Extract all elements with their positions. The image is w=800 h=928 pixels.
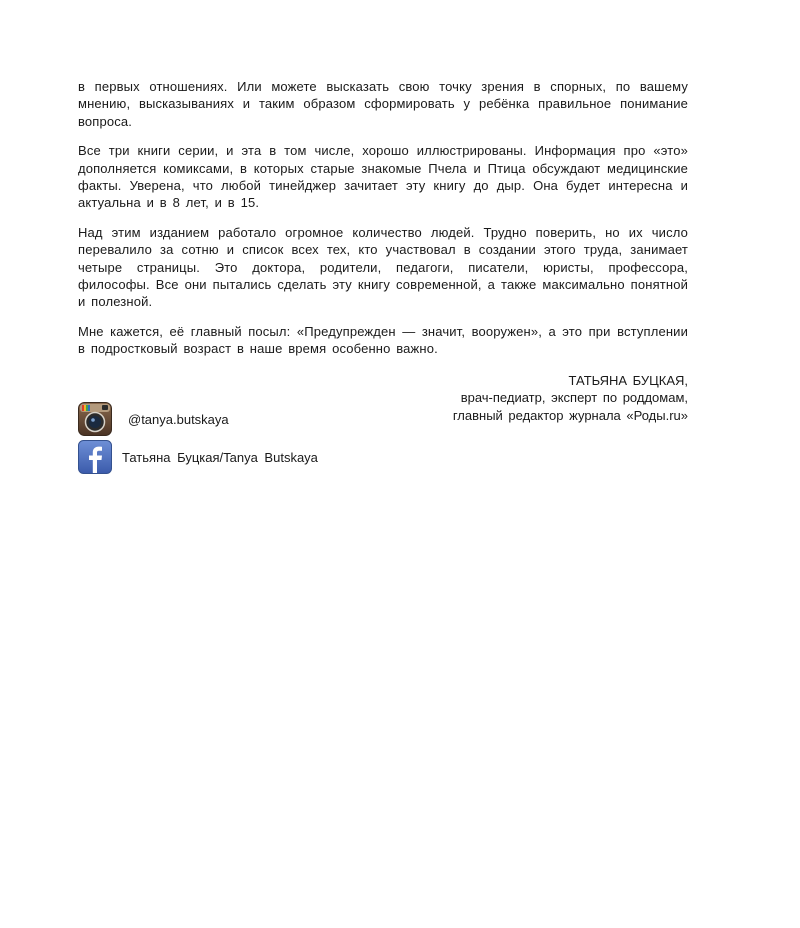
facebook-name[interactable]: Татьяна Буцкая/Tanya Butskaya [122,449,318,465]
article-body [78,78,688,424]
facebook-icon[interactable] [78,440,112,474]
author-position: главный редактор журнала «Роды.ru» [452,407,688,423]
instagram-row[interactable] [78,402,229,436]
instagram-handle[interactable]: @tanya.butskaya [128,411,229,427]
paragraph-2: Все три книги серии, и эта в том числе, хорошо иллюстрированы. Информация про «это» дополняется комиксами, в которых старые знакомые Пчела и Птица обсуждают медицинские факты. Уверена, что любой тинейджер зачитает эту книгу до дыр. Она будет интересна и актуальна и в 8 лет, и в 15. [78,143,688,211]
author-role: врач-педиатр, эксперт по роддомам, [460,390,688,406]
author-name: ТАТЬЯНА БУЦКАЯ, [568,372,688,388]
paragraph-3: Над этим изданием работало огромное количество людей. Трудно поверить, но их число перевалило за сотню и список всех тех, кто участвовал в создании этого труда, занимает четыре страницы. Это доктора, родители, педагоги, писатели, юристы, профессора, философы. Все они пытались сделать эту книгу современной, а также максимально понятной и полезной. [78,224,688,310]
instagram-icon[interactable] [78,402,112,436]
paragraph-4: Мне кажется, её главный посыл: «Предупрежден — значит, вооружен», а это при вступлении в подростковый возраст в наше время особенно важно. [78,323,688,357]
facebook-row[interactable] [78,440,318,474]
paragraph-1: в первых отношениях. Или можете высказать свою точку зрения в спорных, по вашему мнению, высказываниях и таким образом сформировать у ребёнка правильное понимание вопроса. [78,79,688,129]
